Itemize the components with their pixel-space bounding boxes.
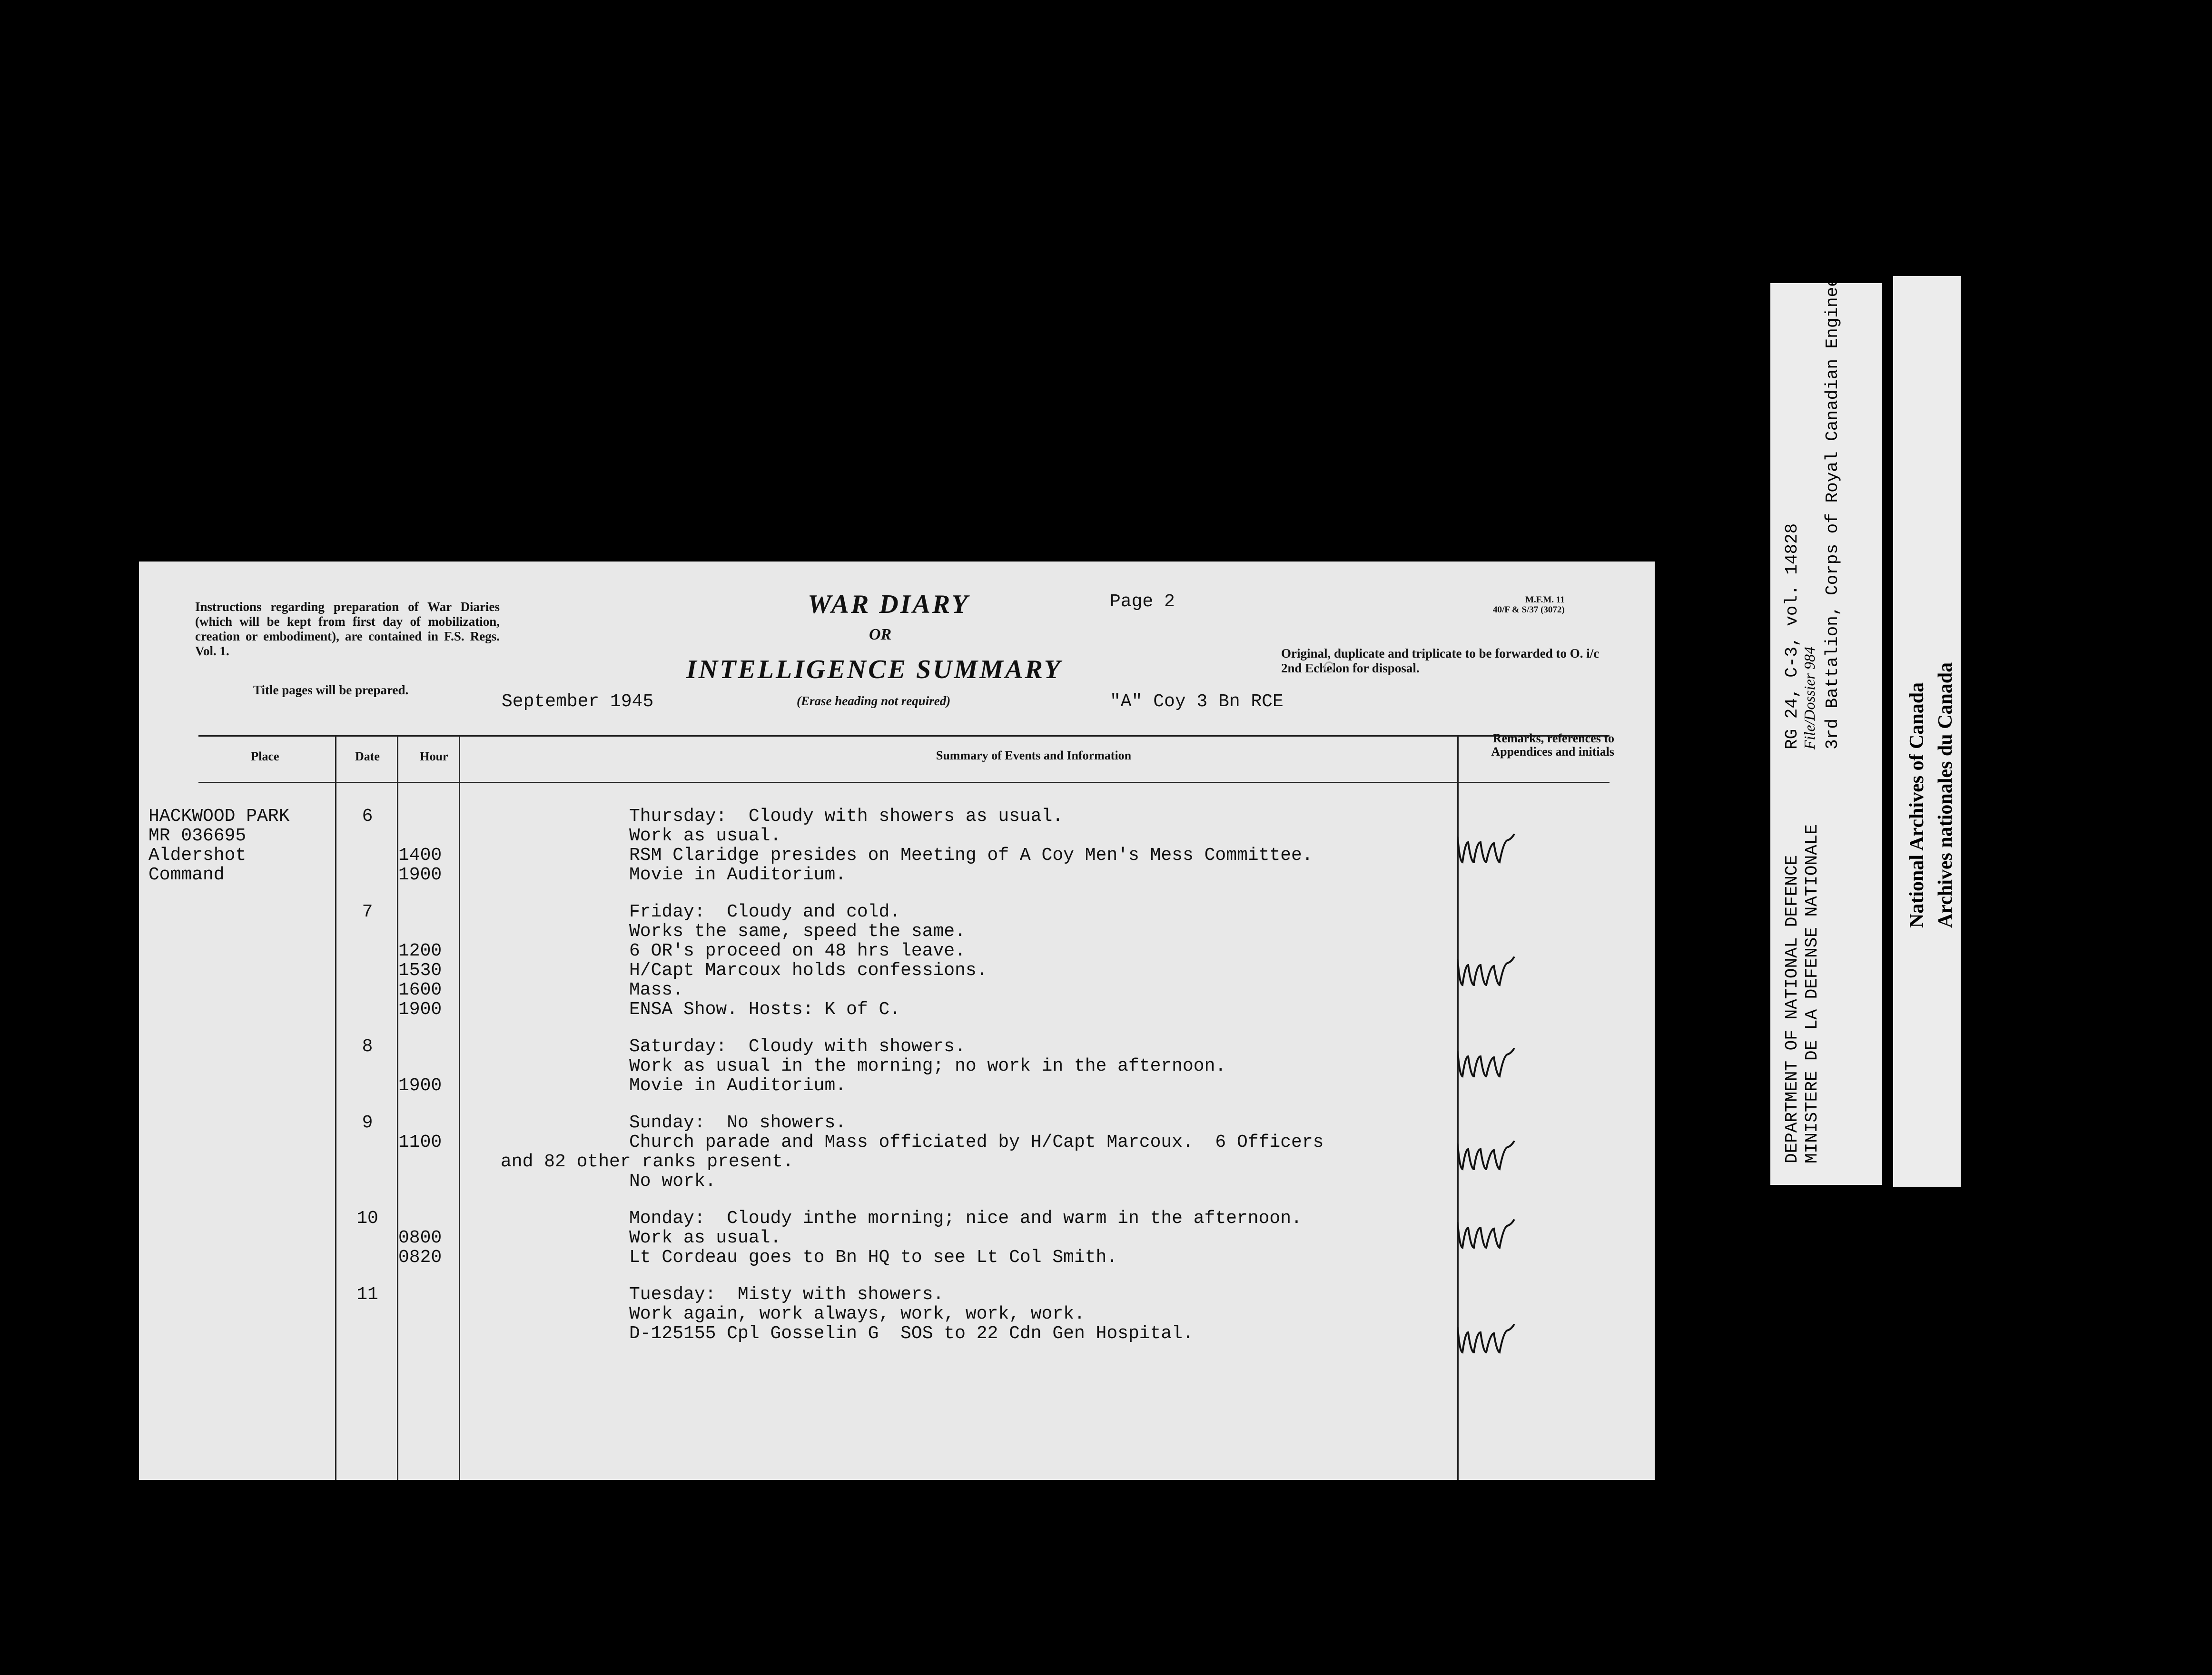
archives-name-en: National Archives of Canada bbox=[1906, 682, 1928, 928]
file-number: File/Dossier 984 bbox=[1801, 647, 1818, 749]
column-header-place: Place bbox=[251, 749, 279, 763]
forwarding-note: Original, duplicate and triplicate to be forwarded to O. i/c 2nd Echelon for disposal. bbox=[1281, 646, 1600, 675]
archives-name-fr: Archives nationales du Canada bbox=[1935, 662, 1956, 928]
entry-hour: 1200 bbox=[398, 941, 442, 961]
entry-text: RSM Claridge presides on Meeting of A Coy Men's Mess Committee. bbox=[629, 845, 1313, 866]
or-connector: OR bbox=[869, 626, 892, 643]
unit-name: "A" Coy 3 Bn RCE bbox=[1110, 691, 1284, 712]
entry-hour: 1400 bbox=[398, 845, 442, 866]
entry-hour: 1600 bbox=[398, 980, 442, 1000]
entry-text: Movie in Auditorium. bbox=[629, 1075, 847, 1096]
entry-text: D-125155 Cpl Gosselin G SOS to 22 Cdn Gen Hospital. bbox=[629, 1323, 1194, 1344]
entry-text: Tuesday: Misty with showers. bbox=[629, 1284, 944, 1305]
entry-text: Work as usual. bbox=[629, 1228, 781, 1248]
entry-text: Friday: Cloudy and cold. bbox=[629, 902, 901, 922]
title-pages-note: Title pages will be prepared. bbox=[253, 683, 409, 697]
month-year: September 1945 bbox=[502, 691, 654, 712]
entry-text: Saturday: Cloudy with showers. bbox=[629, 1036, 966, 1057]
entry-text: Mass. bbox=[629, 980, 684, 1000]
initials-signature bbox=[1455, 828, 1521, 871]
entry-text: 6 OR's proceed on 48 hrs leave. bbox=[629, 941, 966, 961]
entry-text: and 82 other ranks present. bbox=[501, 1152, 794, 1172]
entry-date: 8 bbox=[362, 1036, 373, 1057]
entry-text: Sunday: No showers. bbox=[629, 1113, 847, 1133]
erase-note: (Erase heading not required) bbox=[797, 694, 951, 708]
entry-hour: 1100 bbox=[398, 1132, 442, 1153]
war-diary-title: WAR DIARY bbox=[808, 590, 970, 619]
instructions-text: Instructions regarding preparation of War Diaries (which will be kept from first day of mobilization, creation or embodiment), are contained in F.S. Regs. Vol. 1. bbox=[195, 600, 500, 658]
column-header-hour: Hour bbox=[420, 749, 448, 763]
paper-speck bbox=[1324, 661, 1334, 673]
entry-text: Church parade and Mass officiated by H/Capt Marcoux. 6 Officers bbox=[629, 1132, 1324, 1153]
hour-summary-divider bbox=[459, 735, 460, 1480]
initials-signature bbox=[1455, 1318, 1521, 1361]
table-header-rule bbox=[198, 782, 1610, 783]
initials-signature bbox=[1455, 951, 1521, 994]
entry-text: No work. bbox=[629, 1171, 716, 1192]
entry-text: Work again, work always, work, work, work. bbox=[629, 1304, 1085, 1324]
form-number: M.F.M. 11 40/F & S/37 (3072) bbox=[1493, 595, 1565, 615]
entry-date: 11 bbox=[356, 1284, 378, 1305]
entry-hour: 1530 bbox=[398, 960, 442, 981]
initials-signature bbox=[1455, 1042, 1521, 1085]
entry-date: 9 bbox=[362, 1113, 373, 1133]
place-date-divider bbox=[335, 735, 336, 1480]
entry-text: Lt Cordeau goes to Bn HQ to see Lt Col Smith. bbox=[629, 1247, 1118, 1268]
entry-date: 6 bbox=[362, 806, 373, 827]
creator-text: 3rd Battalion, Corps of Royal Canadian Engineers bbox=[1823, 256, 1842, 749]
entry-text: H/Capt Marcoux holds confessions. bbox=[629, 960, 988, 981]
column-header-date: Date bbox=[355, 749, 380, 763]
entry-hour: 1900 bbox=[398, 999, 442, 1020]
entry-text: Work as usual. bbox=[629, 826, 781, 846]
intelligence-summary-title: INTELLIGENCE SUMMARY bbox=[686, 655, 1063, 684]
entry-hour: 0800 bbox=[398, 1228, 442, 1248]
entry-text: Thursday: Cloudy with showers as usual. bbox=[629, 806, 1064, 827]
entry-hour: 1900 bbox=[398, 865, 442, 885]
archive-reference-label bbox=[1770, 256, 1882, 1185]
page-number: Page 2 bbox=[1110, 591, 1175, 612]
entry-text: ENSA Show. Hosts: K of C. bbox=[629, 999, 901, 1020]
entry-text: Works the same, speed the same. bbox=[629, 921, 966, 942]
entry-text: Movie in Auditorium. bbox=[629, 865, 847, 885]
initials-signature bbox=[1455, 1135, 1521, 1178]
column-header-summary: Summary of Events and Information bbox=[936, 749, 1132, 762]
column-header-remarks: Remarks, references to Appendices and initials bbox=[1491, 731, 1614, 759]
entry-text: Monday: Cloudy inthe morning; nice and warm in the afternoon. bbox=[629, 1208, 1302, 1229]
place-entry: HACKWOOD PARK MR 036695 Aldershot Command bbox=[148, 806, 290, 885]
archives-stamp-label bbox=[1893, 276, 1961, 1187]
entry-hour: 0820 bbox=[398, 1247, 442, 1268]
reference-text: RG 24, C-3, vol. 14828 bbox=[1782, 523, 1802, 749]
war-diary-sheet bbox=[139, 562, 1655, 1480]
table-top-rule bbox=[198, 735, 1610, 737]
initials-signature bbox=[1455, 1213, 1521, 1256]
entry-text: Work as usual in the morning; no work in the afternoon. bbox=[629, 1056, 1226, 1076]
entry-hour: 1900 bbox=[398, 1075, 442, 1096]
entry-date: 10 bbox=[356, 1208, 378, 1229]
entry-date: 7 bbox=[362, 902, 373, 922]
department-text: DEPARTMENT OF NATIONAL DEFENCE MINISTERE DE LA DEFENSE NATIONALE bbox=[1782, 824, 1822, 1163]
